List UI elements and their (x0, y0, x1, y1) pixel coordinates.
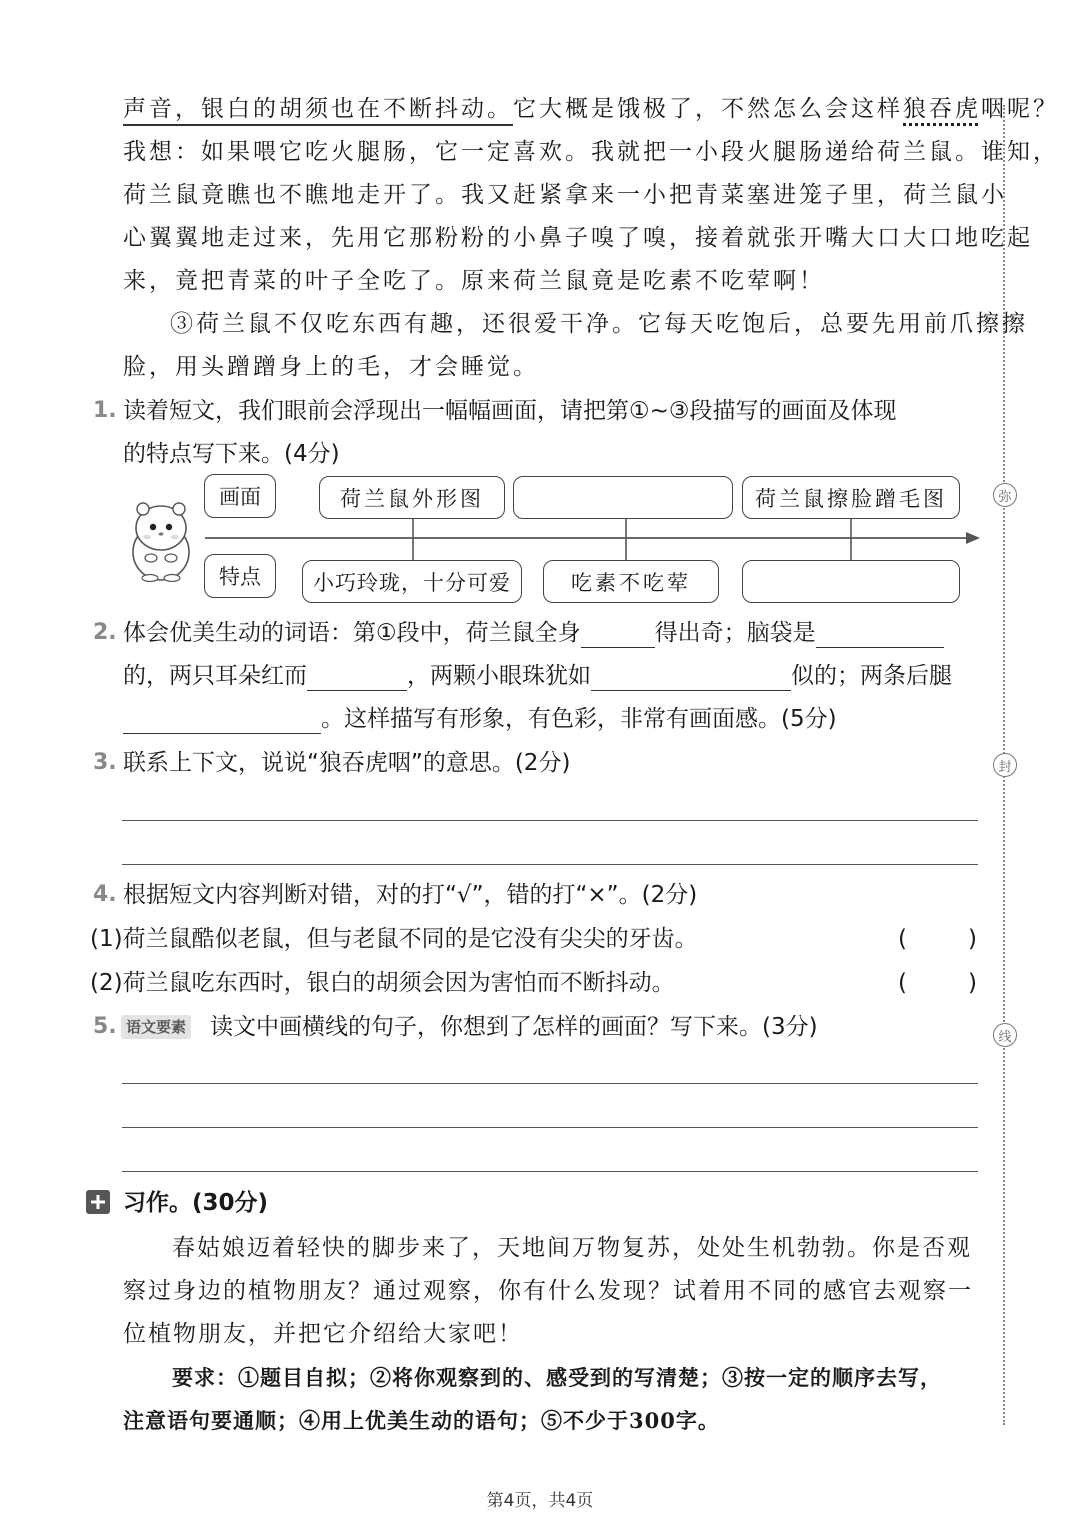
q2-line-1: 体会优美生动的词语：第①段中，荷兰鼠全身 得出奇；脑袋是 (123, 618, 944, 648)
picture-box-2-answer[interactable] (513, 476, 733, 519)
q5-answer-line-3[interactable] (122, 1171, 978, 1172)
writing-requirement-line-1: 要求：①题目自拟；②将你观察到的、感受到的写清楚；③按一定的顺序去写， (172, 1365, 942, 1390)
q2-line-3: 。这样描写有形象，有色彩，非常有画面感。(5分) (123, 704, 837, 734)
passage-line-4: 心翼翼地走过来，先用它那粉粉的小鼻子嗅了嗅，接着就张开嘴大口大口地吃起 (123, 225, 1033, 251)
feature-box-2: 吃素不吃荤 (543, 560, 719, 603)
hamster-illustration (126, 498, 196, 582)
writing-prompt-line-2: 察过身边的植物朋友？通过观察，你有什么发现？试着用不同的感官去观察一 (123, 1278, 973, 1304)
passage-line-5: 来，竟把青菜的叶子全吃了。原来荷兰鼠竟是吃素不吃荤啊！ (123, 268, 825, 294)
q4-item-2-paren-close: ) (968, 970, 977, 996)
q4-item-2-answer-box[interactable] (910, 968, 964, 998)
picture-box-3: 荷兰鼠擦脸蹭毛图 (742, 476, 960, 519)
q2-number: 2. (93, 620, 117, 645)
q1-text-line-2: 的特点写下来。(4分) (123, 441, 340, 467)
q3-answer-line-1[interactable] (122, 820, 978, 821)
feature-box-3-answer[interactable] (742, 560, 960, 603)
q4-item-2-paren-open: ( (898, 970, 907, 996)
q2-line-2: 的，两只耳朵红而 ，两颗小眼珠犹如 似的；两条后腿 (123, 663, 952, 689)
q2-blank-2[interactable] (816, 623, 944, 648)
q4-number: 4. (93, 882, 117, 907)
q4-item-2: (2)荷兰鼠吃东西时，银白的胡须会因为害怕而不断抖动。 (90, 970, 675, 996)
q3-text: 联系上下文，说说“狼吞虎咽”的意思。(2分) (123, 750, 571, 776)
q2-blank-4[interactable] (591, 666, 791, 691)
label-feature: 特点 (204, 554, 276, 598)
picture-box-1: 荷兰鼠外形图 (319, 476, 505, 519)
section-title: 习作。(30分) (123, 1190, 269, 1216)
writing-prompt-line-3: 位植物朋友，并把它介绍给大家吧！ (123, 1321, 523, 1347)
passage-line-3: 荷兰鼠竟瞧也不瞧地走开了。我又赶紧拿来一小把青菜塞进笼子里，荷兰鼠小 (123, 182, 1007, 208)
passage-line-2: 我想：如果喂它吃火腿肠，它一定喜欢。我就把一小段火腿肠递给荷兰鼠。谁知， (123, 139, 1059, 165)
q4-item-1: (1)荷兰鼠酷似老鼠，但与老鼠不同的是它没有尖尖的牙齿。 (90, 926, 698, 952)
q3-number: 3. (93, 750, 117, 775)
page-footer: 第4页，共4页 (486, 1491, 594, 1511)
q5-answer-line-1[interactable] (122, 1083, 978, 1084)
q2-blank-3[interactable] (307, 666, 407, 691)
q5-tag-badge: 语文要素 (121, 1015, 191, 1039)
q5-text: 读文中画横线的句子，你想到了怎样的画面？写下来。(3分) (210, 1014, 818, 1040)
underlined-sentence: 声音，银白的胡须也在不断抖动。 (123, 96, 513, 126)
margin-mark-mi: 弥 (993, 483, 1017, 507)
q4-item-1-paren-open: ( (898, 926, 907, 952)
q1-number: 1. (93, 398, 117, 423)
q2-blank-5[interactable] (123, 709, 321, 734)
passage-line-7: 脸，用头蹭蹭身上的毛，才会睡觉。 (123, 354, 539, 380)
q5-number: 5. (93, 1014, 117, 1039)
q4-item-1-answer-box[interactable] (910, 924, 964, 954)
q4-item-1-paren-close: ) (968, 926, 977, 952)
q1-text-line-1: 读着短文，我们眼前会浮现出一幅幅画面，请把第①~③段描写的画面及体现 (123, 398, 897, 424)
margin-mark-xian: 线 (993, 1023, 1017, 1047)
q3-answer-line-2[interactable] (122, 864, 978, 865)
writing-prompt-line-1: 春姑娘迈着轻快的脚步来了，天地间万物复苏，处处生机勃勃。你是否观 (172, 1235, 972, 1261)
label-picture: 画面 (204, 474, 276, 518)
q4-text: 根据短文内容判断对错，对的打“√”，错的打“×”。(2分) (123, 882, 698, 908)
margin-mark-feng: 封 (993, 753, 1017, 777)
q2-blank-1[interactable] (581, 623, 655, 648)
dotted-emphasis-word: 狼吞虎 (903, 96, 981, 122)
writing-requirement-line-2: 注意语句要通顺；④用上优美生动的语句；⑤不少于300字。 (123, 1408, 720, 1433)
section-ten-icon (86, 1190, 110, 1214)
passage-line-1: 声音，银白的胡须也在不断抖动。它大概是饿极了，不然怎么会这样狼吞虎咽呢？ (123, 94, 1059, 124)
passage-line-6: ③荷兰鼠不仅吃东西有趣，还很爱干净。它每天吃饱后，总要先用前爪擦擦 (170, 311, 1028, 337)
feature-box-1: 小巧玲珑，十分可爱 (302, 560, 522, 603)
q5-answer-line-2[interactable] (122, 1127, 978, 1128)
